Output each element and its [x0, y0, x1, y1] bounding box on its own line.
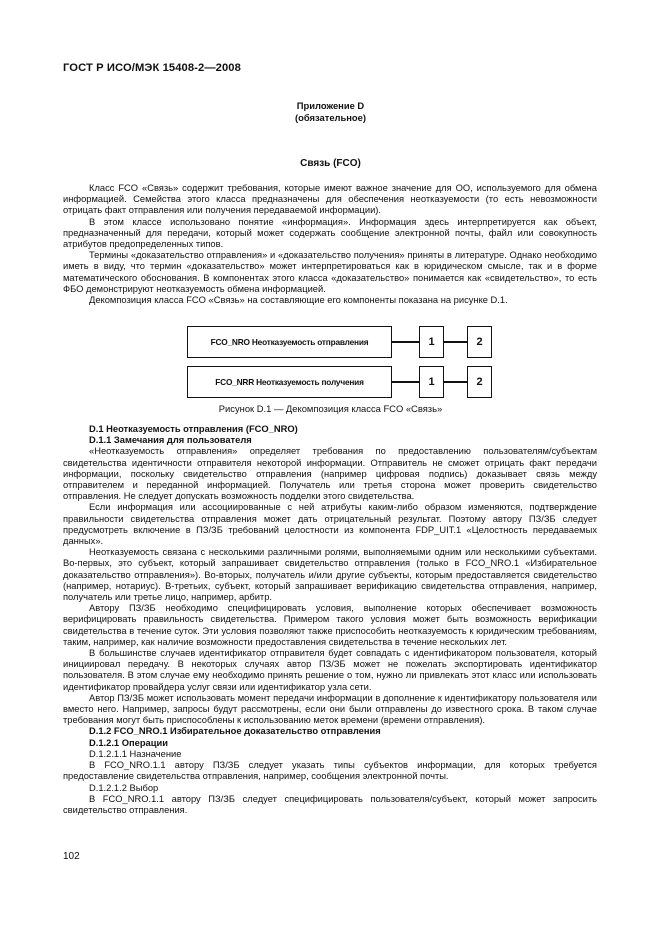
- connector-line: [392, 341, 419, 343]
- paragraph: В FCO_NRO.1.1 автору ПЗ/ЗБ следует специфицировать пользователя/субъект, который может запросить свидетельство отправления.: [63, 793, 597, 815]
- connector-line: [444, 341, 467, 343]
- component-box-1: 1: [419, 326, 444, 358]
- heading-d1-2: D.1.2 FCO_NRO.1 Избирательное доказательство отправления: [89, 726, 381, 737]
- intro-paragraph: Термины «доказательство отправления» и «доказательство получения» приняты в литературе. Однако необходимо иметь в виду, что термин «доказательство» может интерпретироваться как в юридическом смысле, так и в форме математического обоснования. В компонентах этого класса «доказательство» понимается как «свидетельство», то есть ФБО демонстрируют неотказуемость обмена информацией.: [63, 250, 597, 294]
- section-title: Связь (FCO): [300, 158, 361, 169]
- connector-line: [392, 381, 419, 383]
- connector-line: [444, 381, 467, 383]
- paragraph: В FCO_NRO.1.1 автору ПЗ/ЗБ следует указать типы субъектов информации, для которых требуется предоставление свидетельства отправления, например, сообщения электронной почты.: [63, 760, 597, 782]
- subheading: D.1.2.1.1 Назначение: [89, 748, 182, 759]
- paragraph: Если информация или ассоциированные с ней атрибуты каким-либо образом изменяются, подтверждение правильности свидетельства отправления может дать отрицательный результат. Поэтому автору ПЗ/ЗБ следует предусмотреть включение в ПЗ/ЗБ требований целостности из компонента FDP_UIT.1 «Целостность передаваемых данных».: [63, 502, 597, 547]
- intro-paragraph: Декомпозиция класса FCO «Связь» на составляющие его компоненты показана на рисунке D.1.: [89, 295, 508, 306]
- component-box-2: 2: [467, 326, 492, 358]
- component-box-2: 2: [467, 366, 492, 398]
- paragraph: Неотказуемость связана с несколькими различными ролями, выполняемыми одним или несколькими субъектами. Во-первых, это субъект, который запрашивает свидетельство отправления (только в FCO_NRO.1 «Избирательное доказательство отправления»). Во-вторых, получатель и/или другие субъекты, которым предоставляется свидетельство (например, нотариус). В-третьих, субъект, который запрашивает верификацию свидетельства отправления, например, получатель или третье лицо, например, арбитр.: [63, 547, 597, 603]
- paragraph: В большинстве случаев идентификатор отправителя будет совпадать с идентификатором пользователя, который инициировал передачу. В некоторых случаях автор ПЗ/ЗБ может не пожелать экспортировать идентификатор пользователя. В этом случае ему необходимо принять решение о том, нужно ли привлекать этот класс или использовать идентификатор провайдера услуг связи или идентификатор узла сети.: [63, 648, 597, 692]
- page-number: 102: [63, 851, 80, 862]
- intro-paragraph: Класс FCO «Связь» содержит требования, которые имеют важное значение для ОО, используемого для обмена информацией. Семейства этого класса предназначены для обеспечения неотказуемости (то есть невозможности отрицать факт отправления или получения передаваемой информации).: [63, 183, 597, 216]
- paragraph: Автору ПЗ/ЗБ необходимо специфицировать условия, выполнение которых обеспечивает возможность верифицировать правильность свидетельства. Примером такого условия может быть возможность верификации свидетельства в течение суток. Эти условия позволяют также приспособить неотказуемость к юридическим требованиям, таким, например, как наличие возможности предоставления свидетельства в течение нескольких лет.: [63, 603, 597, 647]
- heading-d1-2-1: D.1.2.1 Операции: [89, 737, 168, 748]
- paragraph: «Неотказуемость отправления» определяет требования по предоставлению пользователям/субъектам свидетельства идентичности отправителя некоторой информации. Отправитель не сможет отрицать факт передачи информации, поскольку свидетельство отправления (например цифровая подпись) доказывает связь между отправителем и переданной информацией. Получатель или третья сторона может проверить свидетельство отправления. Не следует допускать возможность подделки этого свидетельства.: [63, 446, 597, 502]
- intro-paragraph: В этом классе использовано понятие «информация». Информация здесь интерпретируется как объект, предназначенный для передачи, который может содержать сообщение электронной почты, файл или совокупность атрибутов предопределенных типов.: [63, 216, 597, 250]
- family-box-fco-nro: FCO_NRO Неотказуемость отправления: [187, 326, 392, 358]
- main-text: [63, 424, 597, 816]
- appendix-title: Приложение D: [296, 100, 365, 111]
- heading-d1-1: D.1.1 Замечания для пользователя: [89, 435, 252, 446]
- standard-header: ГОСТ Р ИСО/МЭК 15408-2—2008: [63, 62, 241, 74]
- appendix-status: (обязательное): [295, 112, 366, 123]
- heading-d1: D.1 Неотказуемость отправления (FCO_NRO): [89, 424, 298, 434]
- component-box-1: 1: [419, 366, 444, 398]
- paragraph: Автор ПЗ/ЗБ может использовать момент передачи информации в дополнение к идентификатору пользователя или вместо него. Например, запросы будут рассмотрены, если они были отправлены до известного срока. В таком случае требования могут быть приспособлены к использованию меток времени (времени отправления).: [63, 692, 597, 726]
- family-box-fco-nrr: FCO_NRR Неотказуемость получения: [187, 366, 392, 398]
- intro-text: [63, 183, 597, 306]
- figure-caption: Рисунок D.1 — Декомпозиция класса FCO «Связь»: [218, 403, 443, 414]
- subheading: D.1.2.1.2 Выбор: [89, 782, 159, 793]
